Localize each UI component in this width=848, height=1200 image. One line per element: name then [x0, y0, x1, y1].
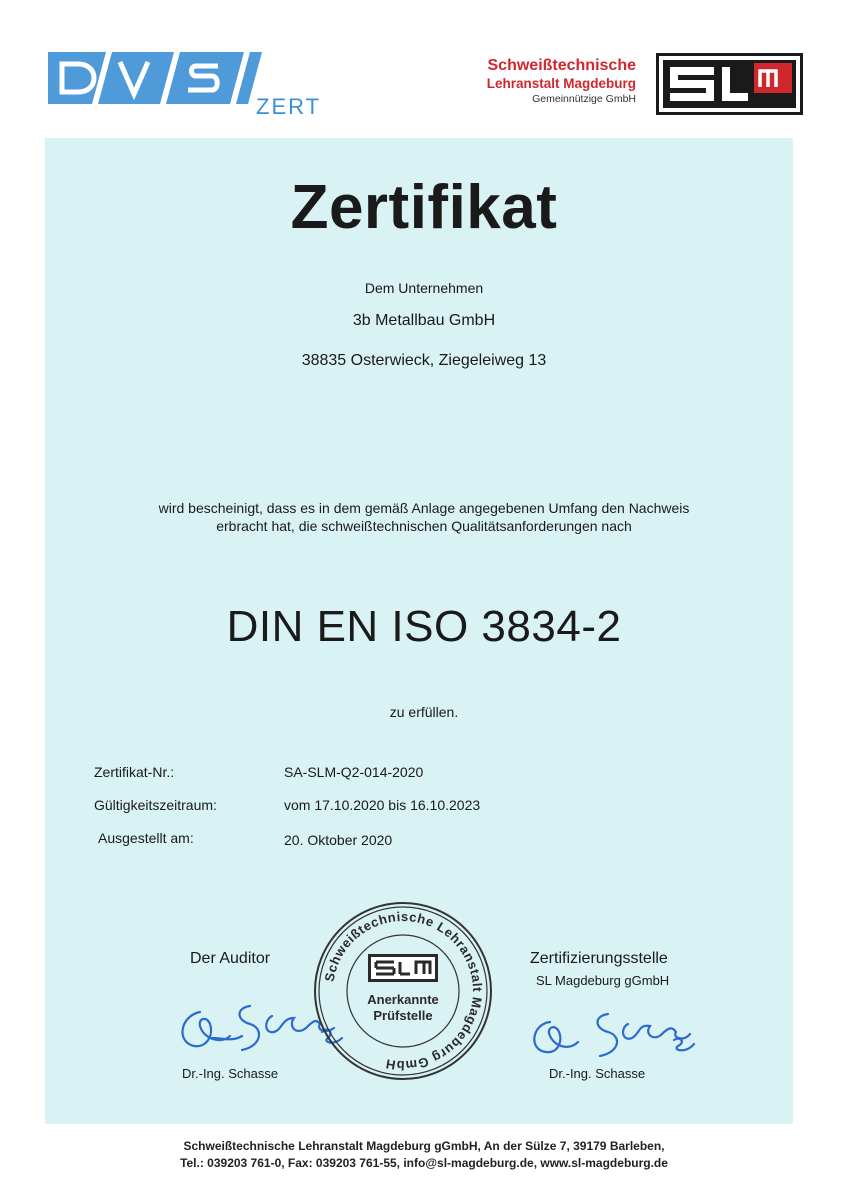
- field-label-issued: Ausgestellt am:: [98, 830, 194, 846]
- footer-line-1: Schweißtechnische Lehranstalt Magdeburg gGmbH, An der Sülze 7, 39179 Barleben,: [183, 1139, 665, 1153]
- fulfil-text: zu erfüllen.: [389, 704, 459, 720]
- slm-line1: Schweißtechnische: [487, 57, 636, 74]
- slm-line2: Lehranstalt Magdeburg: [486, 76, 636, 91]
- auditor-heading: Der Auditor: [190, 950, 271, 967]
- seal-line-1: Anerkannte: [367, 992, 439, 1007]
- certification-body-signature: [524, 1008, 704, 1068]
- field-value-validity: vom 17.10.2020 bis 16.10.2023: [284, 797, 481, 813]
- field-label-certificate-no: Zertifikat-Nr.:: [94, 764, 175, 780]
- dvs-zert-logo: [48, 52, 348, 122]
- dvs-zert-text: ZERT: [256, 94, 322, 119]
- company-address: 38835 Osterwieck, Ziegeleiweg 13: [301, 352, 547, 369]
- field-value-issued: 20. Oktober 2020: [284, 832, 393, 848]
- seal-ring-text: Schweißtechnische Lehranstalt Magdeburg GmbH: [321, 908, 486, 1074]
- certification-body-heading: Zertifizierungsstelle: [530, 950, 668, 967]
- certification-body-name: SL Magdeburg gGmbH: [536, 973, 670, 988]
- seal-logo: [368, 954, 438, 982]
- certification-body-signer: Dr.-Ing. Schasse: [549, 1066, 646, 1081]
- slm-institute-name: [487, 56, 636, 107]
- auditor-name: Dr.-Ing. Schasse: [182, 1066, 279, 1081]
- intro-text: Dem Unternehmen: [364, 280, 484, 296]
- official-seal: [312, 900, 494, 1082]
- company-name: 3b Metallbau GmbH: [352, 312, 496, 329]
- norm-standard: DIN EN ISO 3834-2: [226, 602, 622, 651]
- statement-line-2: erbracht hat, die schweißtechnischen Qualitätsanforderungen nach: [216, 518, 632, 534]
- seal-line-2: Prüfstelle: [373, 1008, 433, 1023]
- footer-line-2: Tel.: 039203 761-0, Fax: 039203 761-55, info@sl-magdeburg.de, www.sl-magdeburg.de: [180, 1156, 668, 1170]
- certificate-title: Zertifikat: [290, 173, 558, 242]
- slm-line3: Gemeinnützige GmbH: [532, 93, 636, 105]
- field-value-certificate-no: SA-SLM-Q2-014-2020: [284, 764, 424, 780]
- slm-logo: [656, 53, 803, 115]
- field-label-validity: Gültigkeitszeitraum:: [94, 797, 217, 813]
- statement-line-1: wird bescheinigt, dass es in dem gemäß Anlage angegebenen Umfang den Nachweis: [158, 500, 690, 516]
